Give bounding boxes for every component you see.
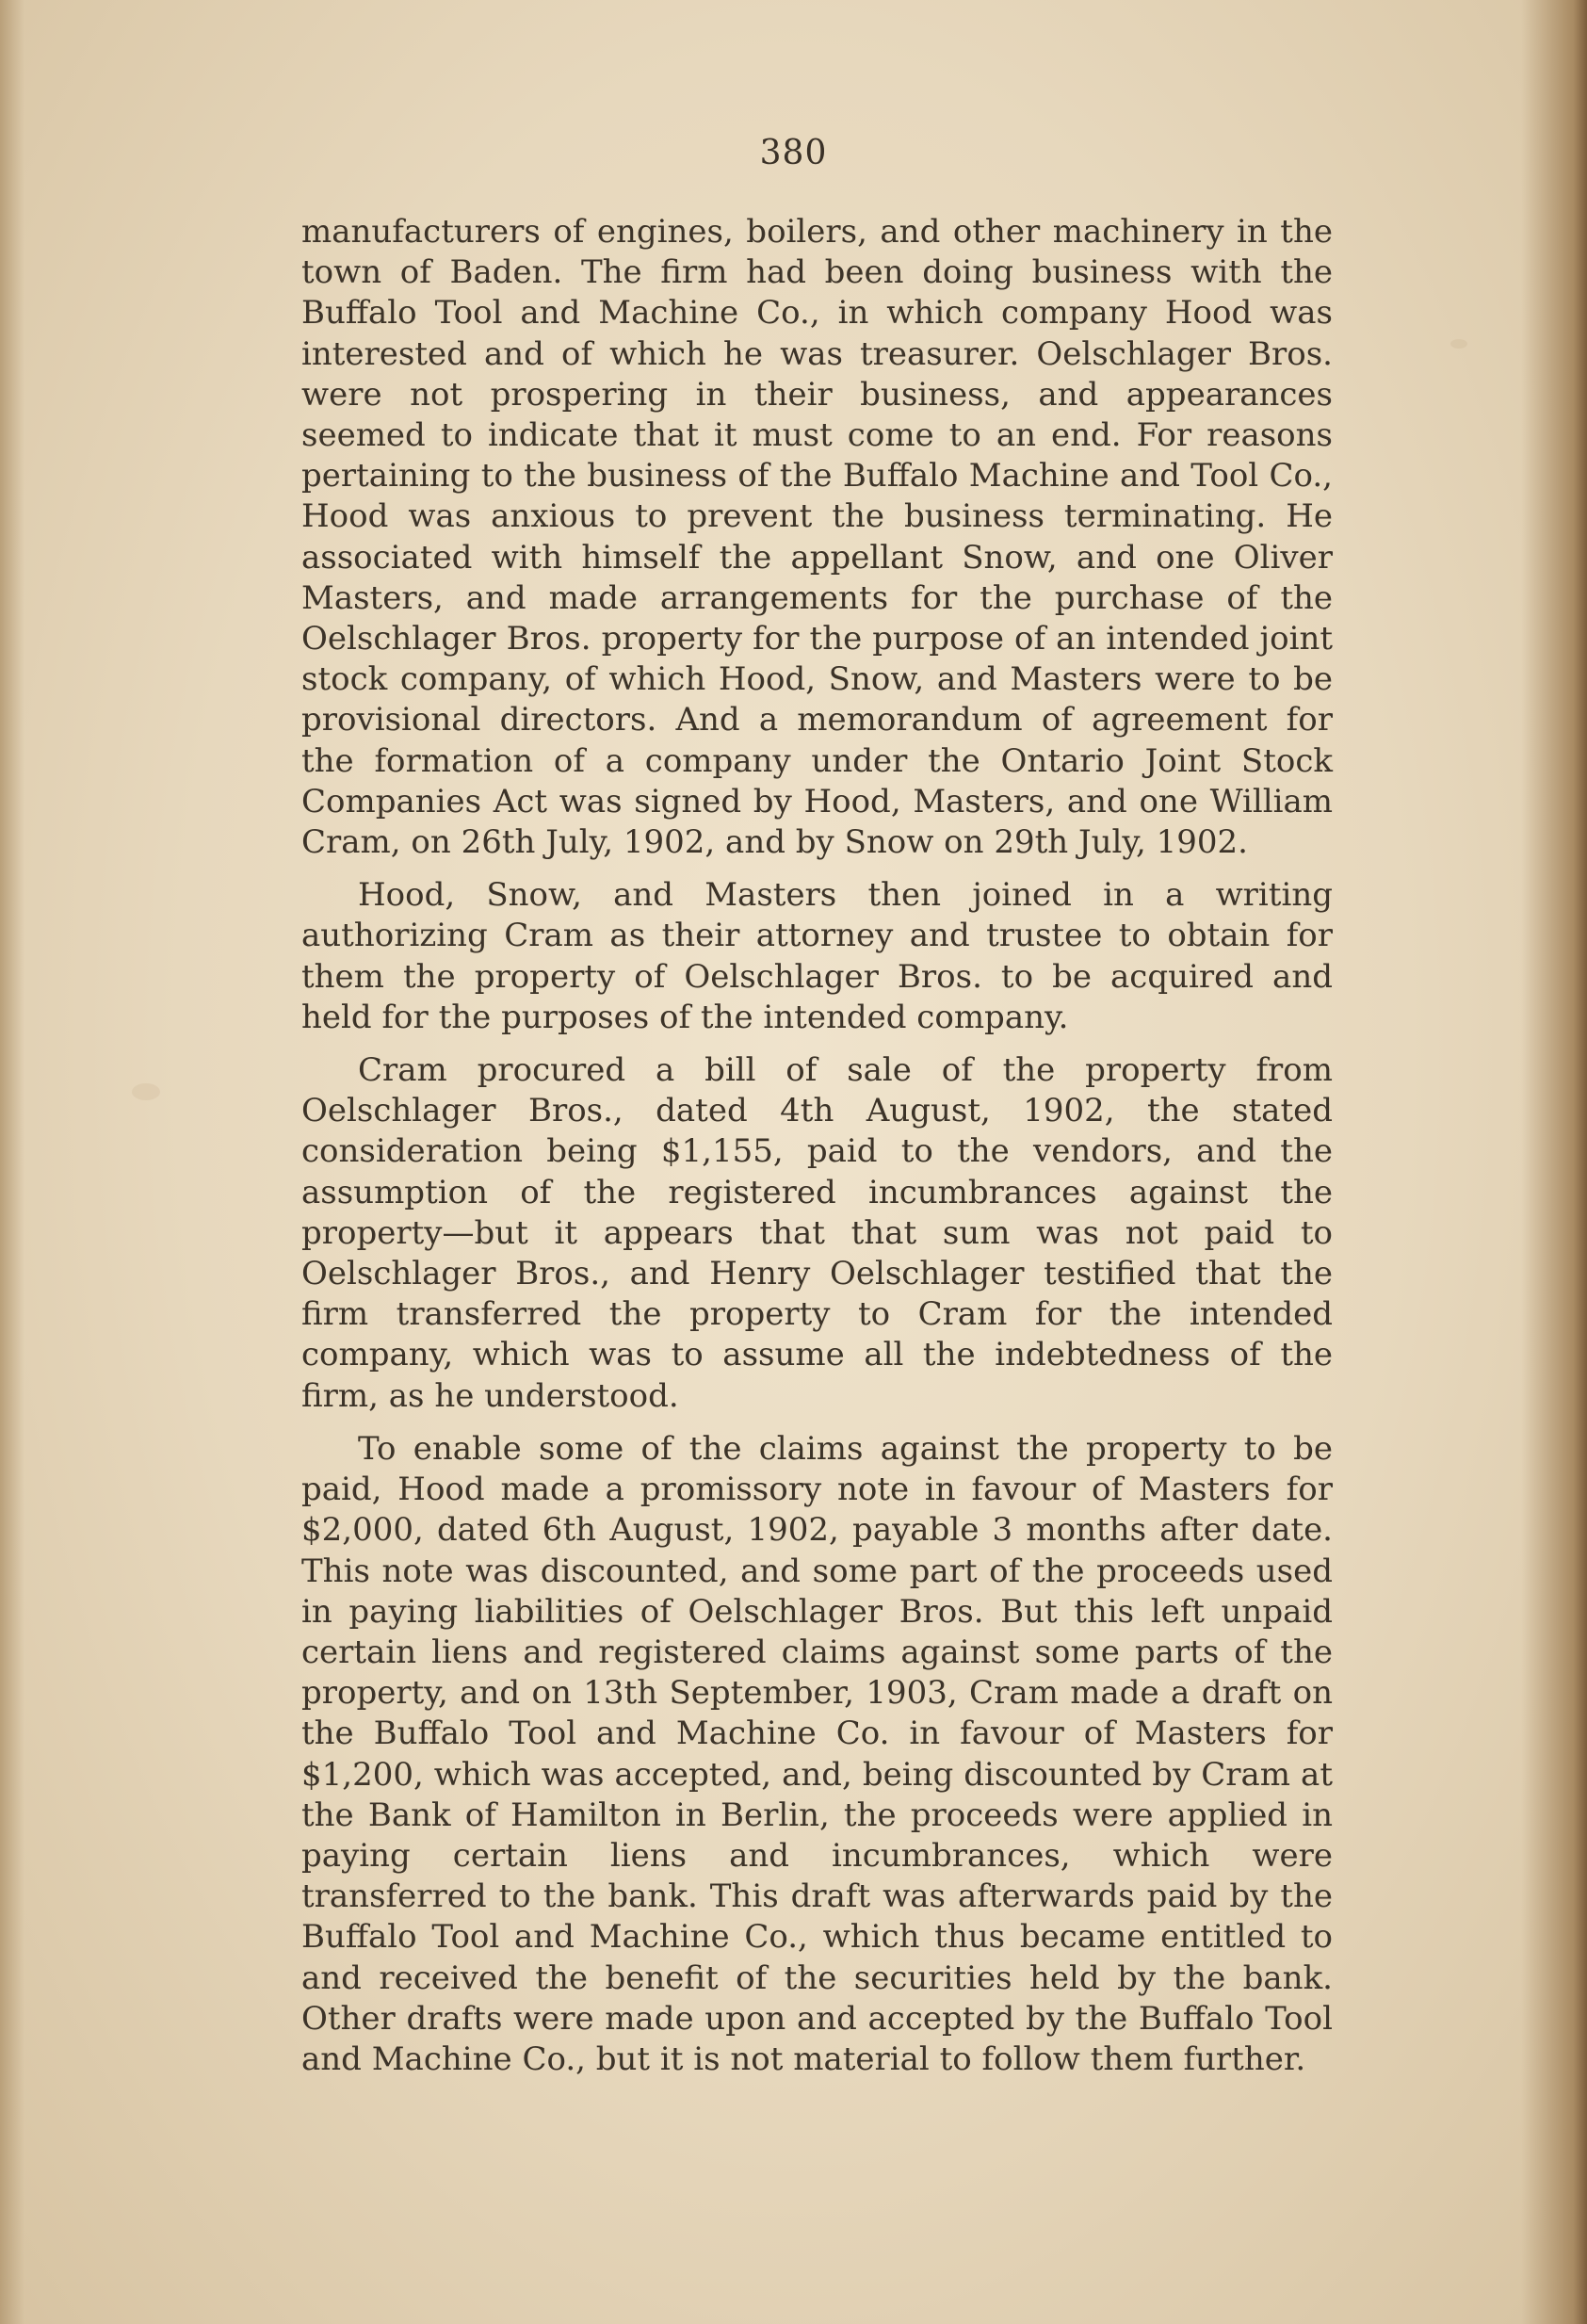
paper-stain <box>1450 339 1467 349</box>
page-left-edge <box>0 0 24 2324</box>
paragraph-1: manufacturers of engines, boilers, and other machinery in the town of Baden. The firm had been doing business with the Buffalo Tool and Machine Co., in which company Hood was interested and of which he was treasurer. Oelschlager Bros. were not prospering in their business, and appearances seemed to indicate that it must come to an end. For reasons pertaining to the business of the Buffalo Machine and Tool Co., Hood was anxious to prevent the business terminating. He associated with himself the appellant Snow, and one Oliver Masters, and made arrangements for the purchase of the Oelschlager Bros. property for the purpose of an intended joint stock company, of which Hood, Snow, and Masters were to be provisional directors. And a memorandum of agreement for the formation of a company under the Ontario Joint Stock Companies Act was signed by Hood, Masters, and one William Cram, on 26th July, 1902, and by Snow on 29th July, 1902. <box>301 213 1333 862</box>
page-right-edge <box>1521 0 1587 2324</box>
paragraph-3: Cram procured a bill of sale of the property from Oelschlager Bros., dated 4th August, 1902, the stated consideration being $1,155, paid to the vendors, and the assumption of the registered incumbrances against the property—but it appears that that sum was not paid to Oelschlager Bros., and Henry Oelschlager testified that the firm transferred the property to Cram for the intended company, which was to assume all the indebtedness of the firm, as he understood. <box>301 1051 1333 1415</box>
paragraph-4: To enable some of the claims against the property to be paid, Hood made a promissory note in favour of Masters for $2,000, dated 6th August, 1902, payable 3 months after date. This note was discounted, and some part of the proceeds used in paying liabilities of Oelschlager Bros. But this left unpaid certain liens and registered claims against some parts of the property, and on 13th September, 1903, Cram made a draft on the Buffalo Tool and Machine Co. in favour of Masters for $1,200, which was accepted, and, being discounted by Cram at the Bank of Hamilton in Berlin, the proceeds were applied in paying certain liens and incumbrances, which were transferred to the bank. This draft was afterwards paid by the Buffalo Tool and Machine Co., which thus became entitled to and received the benefit of the securities held by the bank. Other drafts were made upon and accepted by the Buffalo Tool and Machine Co., but it is not material to follow them further. <box>301 1429 1333 2078</box>
body-text <box>301 212 1333 2092</box>
page-number: 380 <box>759 134 828 172</box>
paragraph-2: Hood, Snow, and Masters then joined in a writing authorizing Cram as their attorney and trustee to obtain for them the property of Oelschlager Bros. to be acquired and held for the purposes of the intended company. <box>301 876 1333 1036</box>
paper-stain <box>132 1083 160 1100</box>
